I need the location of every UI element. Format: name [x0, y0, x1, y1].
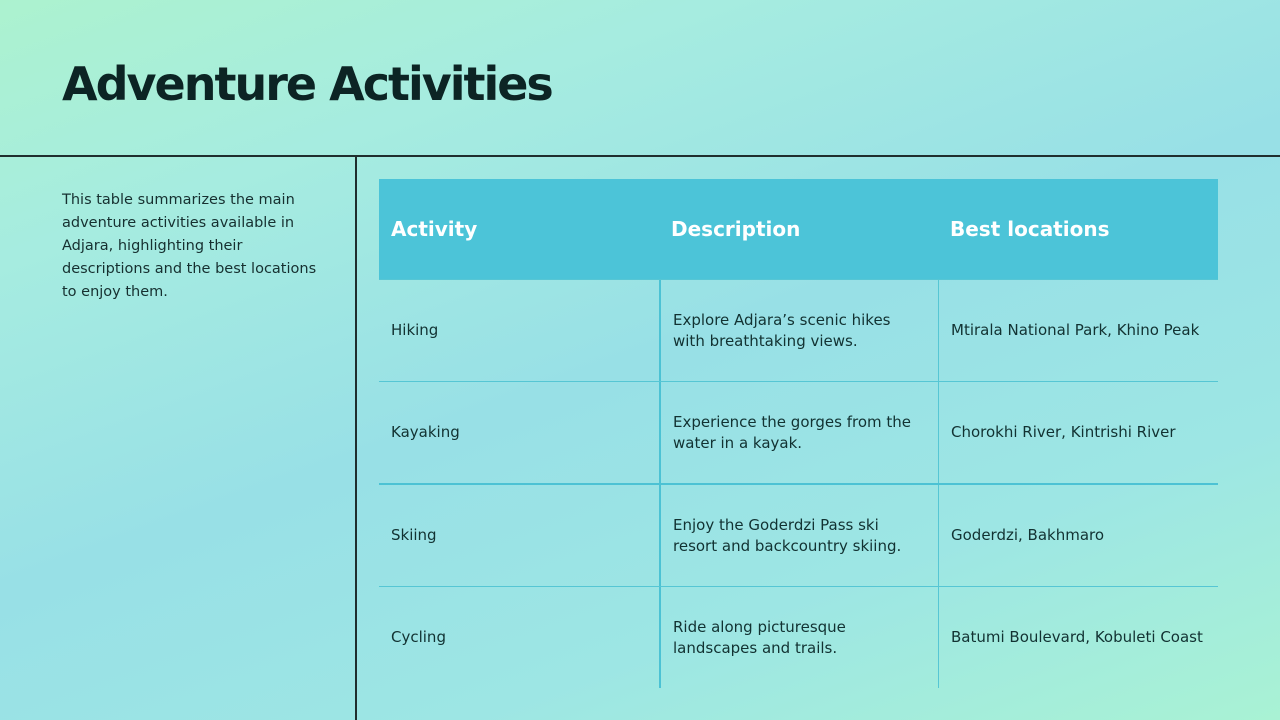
locations-cell: Mtirala National Park, Khino Peak [938, 280, 1218, 381]
description-cell: Ride along picturesque landscapes and trails. [659, 587, 938, 688]
activities-table [379, 179, 1218, 688]
table-row [379, 279, 1218, 381]
vertical-divider [355, 156, 357, 720]
locations-cell: Goderdzi, Bakhmaro [938, 485, 1218, 586]
header-best-locations: Best locations [950, 216, 1110, 241]
table-header-row [379, 179, 1218, 279]
activity-cell: Cycling [391, 628, 446, 646]
header-activity: Activity [391, 216, 478, 241]
header-description: Description [671, 216, 801, 241]
locations-cell: Batumi Boulevard, Kobuleti Coast [938, 587, 1218, 688]
activity-cell: Kayaking [391, 423, 460, 441]
locations-cell: Chorokhi River, Kintrishi River [938, 382, 1218, 483]
summary-text: This table summarizes the main adventure activities available in Adjara, highlighting their descriptions and the best locations to enjoy them. [62, 192, 317, 300]
table-row [379, 586, 1218, 688]
description-cell: Experience the gorges from the water in a kayak. [659, 382, 938, 483]
activity-cell: Hiking [391, 321, 439, 339]
horizontal-divider [0, 155, 1280, 157]
description-cell: Enjoy the Goderdzi Pass ski resort and backcountry skiing. [659, 485, 938, 586]
slide-title: Adventure Activities [62, 57, 552, 111]
description-cell: Explore Adjara’s scenic hikes with breathtaking views. [659, 280, 938, 381]
table-row [379, 483, 1218, 586]
table-row [379, 381, 1218, 483]
activity-cell: Skiing [391, 526, 437, 544]
